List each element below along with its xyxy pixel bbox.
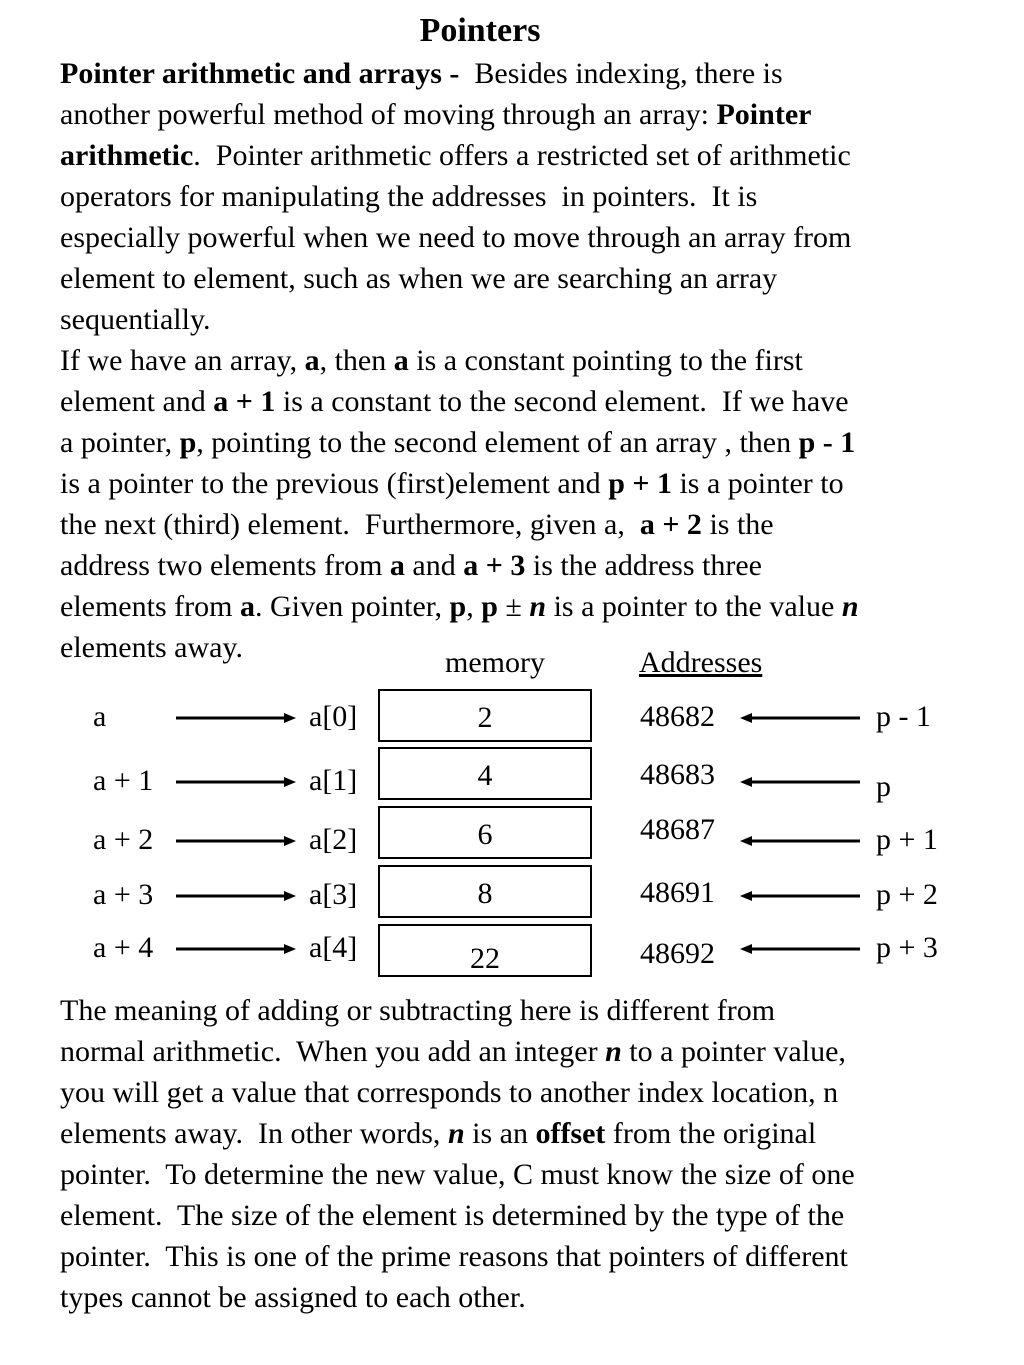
text-line [60, 990, 855, 1031]
text-run: is a constant pointing to the first [408, 344, 803, 377]
pointer-expression-label: p - 1 [876, 700, 931, 733]
text-run: n [447, 1117, 465, 1150]
text-line [60, 94, 859, 135]
text-run: is a pointer to the value [546, 590, 842, 623]
text-line [60, 258, 859, 299]
text-run: offset [535, 1117, 606, 1150]
text-run: , then [319, 344, 394, 377]
memory-header: memory [445, 646, 545, 679]
address-label: 48691 [640, 876, 715, 909]
array-element-label: a[0] [309, 700, 358, 733]
text-run: n [841, 590, 859, 623]
text-line [60, 1236, 855, 1277]
text-run: Besides indexing, there is [466, 57, 783, 90]
pointer-expression-label: p + 2 [876, 878, 938, 911]
text-run: Pointer [716, 98, 812, 131]
address-label: 48682 [640, 700, 715, 733]
array-expression-label: a [93, 700, 107, 733]
text-run: another powerful method of moving through an array: [60, 98, 717, 131]
memory-cell [378, 689, 592, 742]
intro-paragraph [60, 53, 859, 668]
text-run: elements from [60, 590, 240, 623]
text-run: the next (third) element. Furthermore, given a, [60, 508, 640, 541]
left-arrow-icon [740, 775, 860, 789]
text-run: is the [701, 508, 774, 541]
left-arrow-icon [740, 834, 860, 848]
text-run: If we have an array, [60, 344, 305, 377]
text-line [60, 135, 859, 176]
text-line [60, 340, 859, 381]
text-line [60, 463, 859, 504]
memory-value: 2 [477, 701, 493, 734]
array-element-label: a[1] [309, 764, 358, 797]
text-run: a [389, 549, 405, 582]
text-run: to a pointer value, [621, 1035, 846, 1068]
right-arrow-icon [176, 834, 296, 848]
text-line [60, 1113, 855, 1154]
text-run: arithmetic [60, 139, 194, 172]
array-element-label: a[3] [309, 878, 358, 911]
memory-value: 6 [477, 818, 493, 851]
text-run: a pointer, [60, 426, 180, 459]
text-line [60, 1031, 855, 1072]
memory-value: 22 [470, 942, 500, 975]
text-run: , [466, 590, 482, 623]
text-run: types cannot be assigned to each other. [60, 1281, 526, 1314]
text-run: is the address three [525, 549, 762, 582]
text-run: . Pointer arithmetic offers a restricted set of arithmetic [193, 139, 851, 172]
text-line [60, 381, 859, 422]
address-label: 48692 [640, 937, 715, 970]
text-run: is a pointer to [671, 467, 844, 500]
text-run: ± [497, 590, 530, 623]
text-run: you will get a value that corresponds to another index location, n [60, 1076, 839, 1109]
text-run: p - 1 [798, 426, 856, 459]
text-run: The meaning of adding or subtracting here is different from [60, 994, 776, 1027]
right-arrow-icon [176, 711, 296, 725]
text-run: normal arithmetic. When you add an integer [60, 1035, 606, 1068]
text-run: n [529, 590, 547, 623]
text-line [60, 422, 859, 463]
text-line [60, 1072, 855, 1113]
text-run: element and [60, 385, 214, 418]
memory-cell [378, 924, 592, 977]
text-run: pointer. To determine the new value, C must know the size of one [60, 1158, 855, 1191]
memory-value: 4 [477, 759, 493, 792]
text-run: a [304, 344, 320, 377]
text-run: a [239, 590, 255, 623]
memory-value: 8 [477, 877, 493, 910]
text-run: a + 3 [463, 549, 526, 582]
text-line [60, 1154, 855, 1195]
pointer-expression-label: p + 1 [876, 823, 938, 856]
array-expression-label: a + 1 [93, 764, 154, 797]
memory-cell [378, 806, 592, 859]
left-arrow-icon [740, 942, 860, 956]
array-element-label: a[2] [309, 823, 358, 856]
text-run: address two elements from [60, 549, 390, 582]
text-line [60, 586, 859, 627]
text-run: a + 1 [213, 385, 276, 418]
memory-cell [378, 865, 592, 918]
text-line [60, 299, 859, 340]
text-run: element. The size of the element is determined by the type of the [60, 1199, 845, 1232]
address-label: 48687 [640, 813, 715, 846]
memory-cell [378, 747, 592, 800]
text-run: element to element, such as when we are searching an array [60, 262, 778, 295]
text-run: sequentially. [60, 303, 211, 336]
text-run: is a pointer to the previous (first)element and [60, 467, 609, 500]
text-run: is a constant to the second element. If we have [275, 385, 849, 418]
text-run: operators for manipulating the addresses in pointers. It is [60, 180, 758, 213]
text-run: p [449, 590, 467, 623]
array-expression-label: a + 2 [93, 823, 154, 856]
offset-paragraph [60, 990, 855, 1318]
right-arrow-icon [176, 775, 296, 789]
text-run: , pointing to the second element of an array , then [196, 426, 799, 459]
text-run: a [393, 344, 409, 377]
array-element-label: a[4] [309, 931, 358, 964]
left-arrow-icon [740, 711, 860, 725]
array-expression-label: a + 3 [93, 878, 154, 911]
text-line [60, 176, 859, 217]
text-run: . Given pointer, [254, 590, 450, 623]
text-line [60, 1277, 855, 1318]
text-run: Pointer arithmetic and arrays - [60, 57, 467, 90]
text-run: a + 2 [639, 508, 702, 541]
text-line [60, 545, 859, 586]
text-run: pointer. This is one of the prime reasons that pointers of different [60, 1240, 848, 1273]
text-line [60, 504, 859, 545]
text-run: n [605, 1035, 622, 1068]
text-run: from the original [605, 1117, 817, 1150]
array-expression-label: a + 4 [93, 931, 154, 964]
text-run: p [179, 426, 197, 459]
right-arrow-icon [176, 942, 296, 956]
text-run: p + 1 [608, 467, 672, 500]
address-label: 48683 [640, 758, 715, 791]
text-line [60, 1195, 855, 1236]
text-run: especially powerful when we need to move through an array from [60, 221, 852, 254]
right-arrow-icon [176, 889, 296, 903]
addresses-header: Addresses [639, 646, 763, 679]
page-title: Pointers [419, 12, 541, 49]
text-line [60, 53, 859, 94]
text-run: is an [464, 1117, 536, 1150]
pointer-expression-label: p + 3 [876, 931, 938, 964]
text-line [60, 217, 859, 258]
text-run: elements away. In other words, [60, 1117, 448, 1150]
text-run: p [481, 590, 498, 623]
text-run: elements away. [60, 631, 243, 664]
left-arrow-icon [740, 889, 860, 903]
text-run: and [404, 549, 464, 582]
pointer-expression-label: p [876, 770, 891, 803]
